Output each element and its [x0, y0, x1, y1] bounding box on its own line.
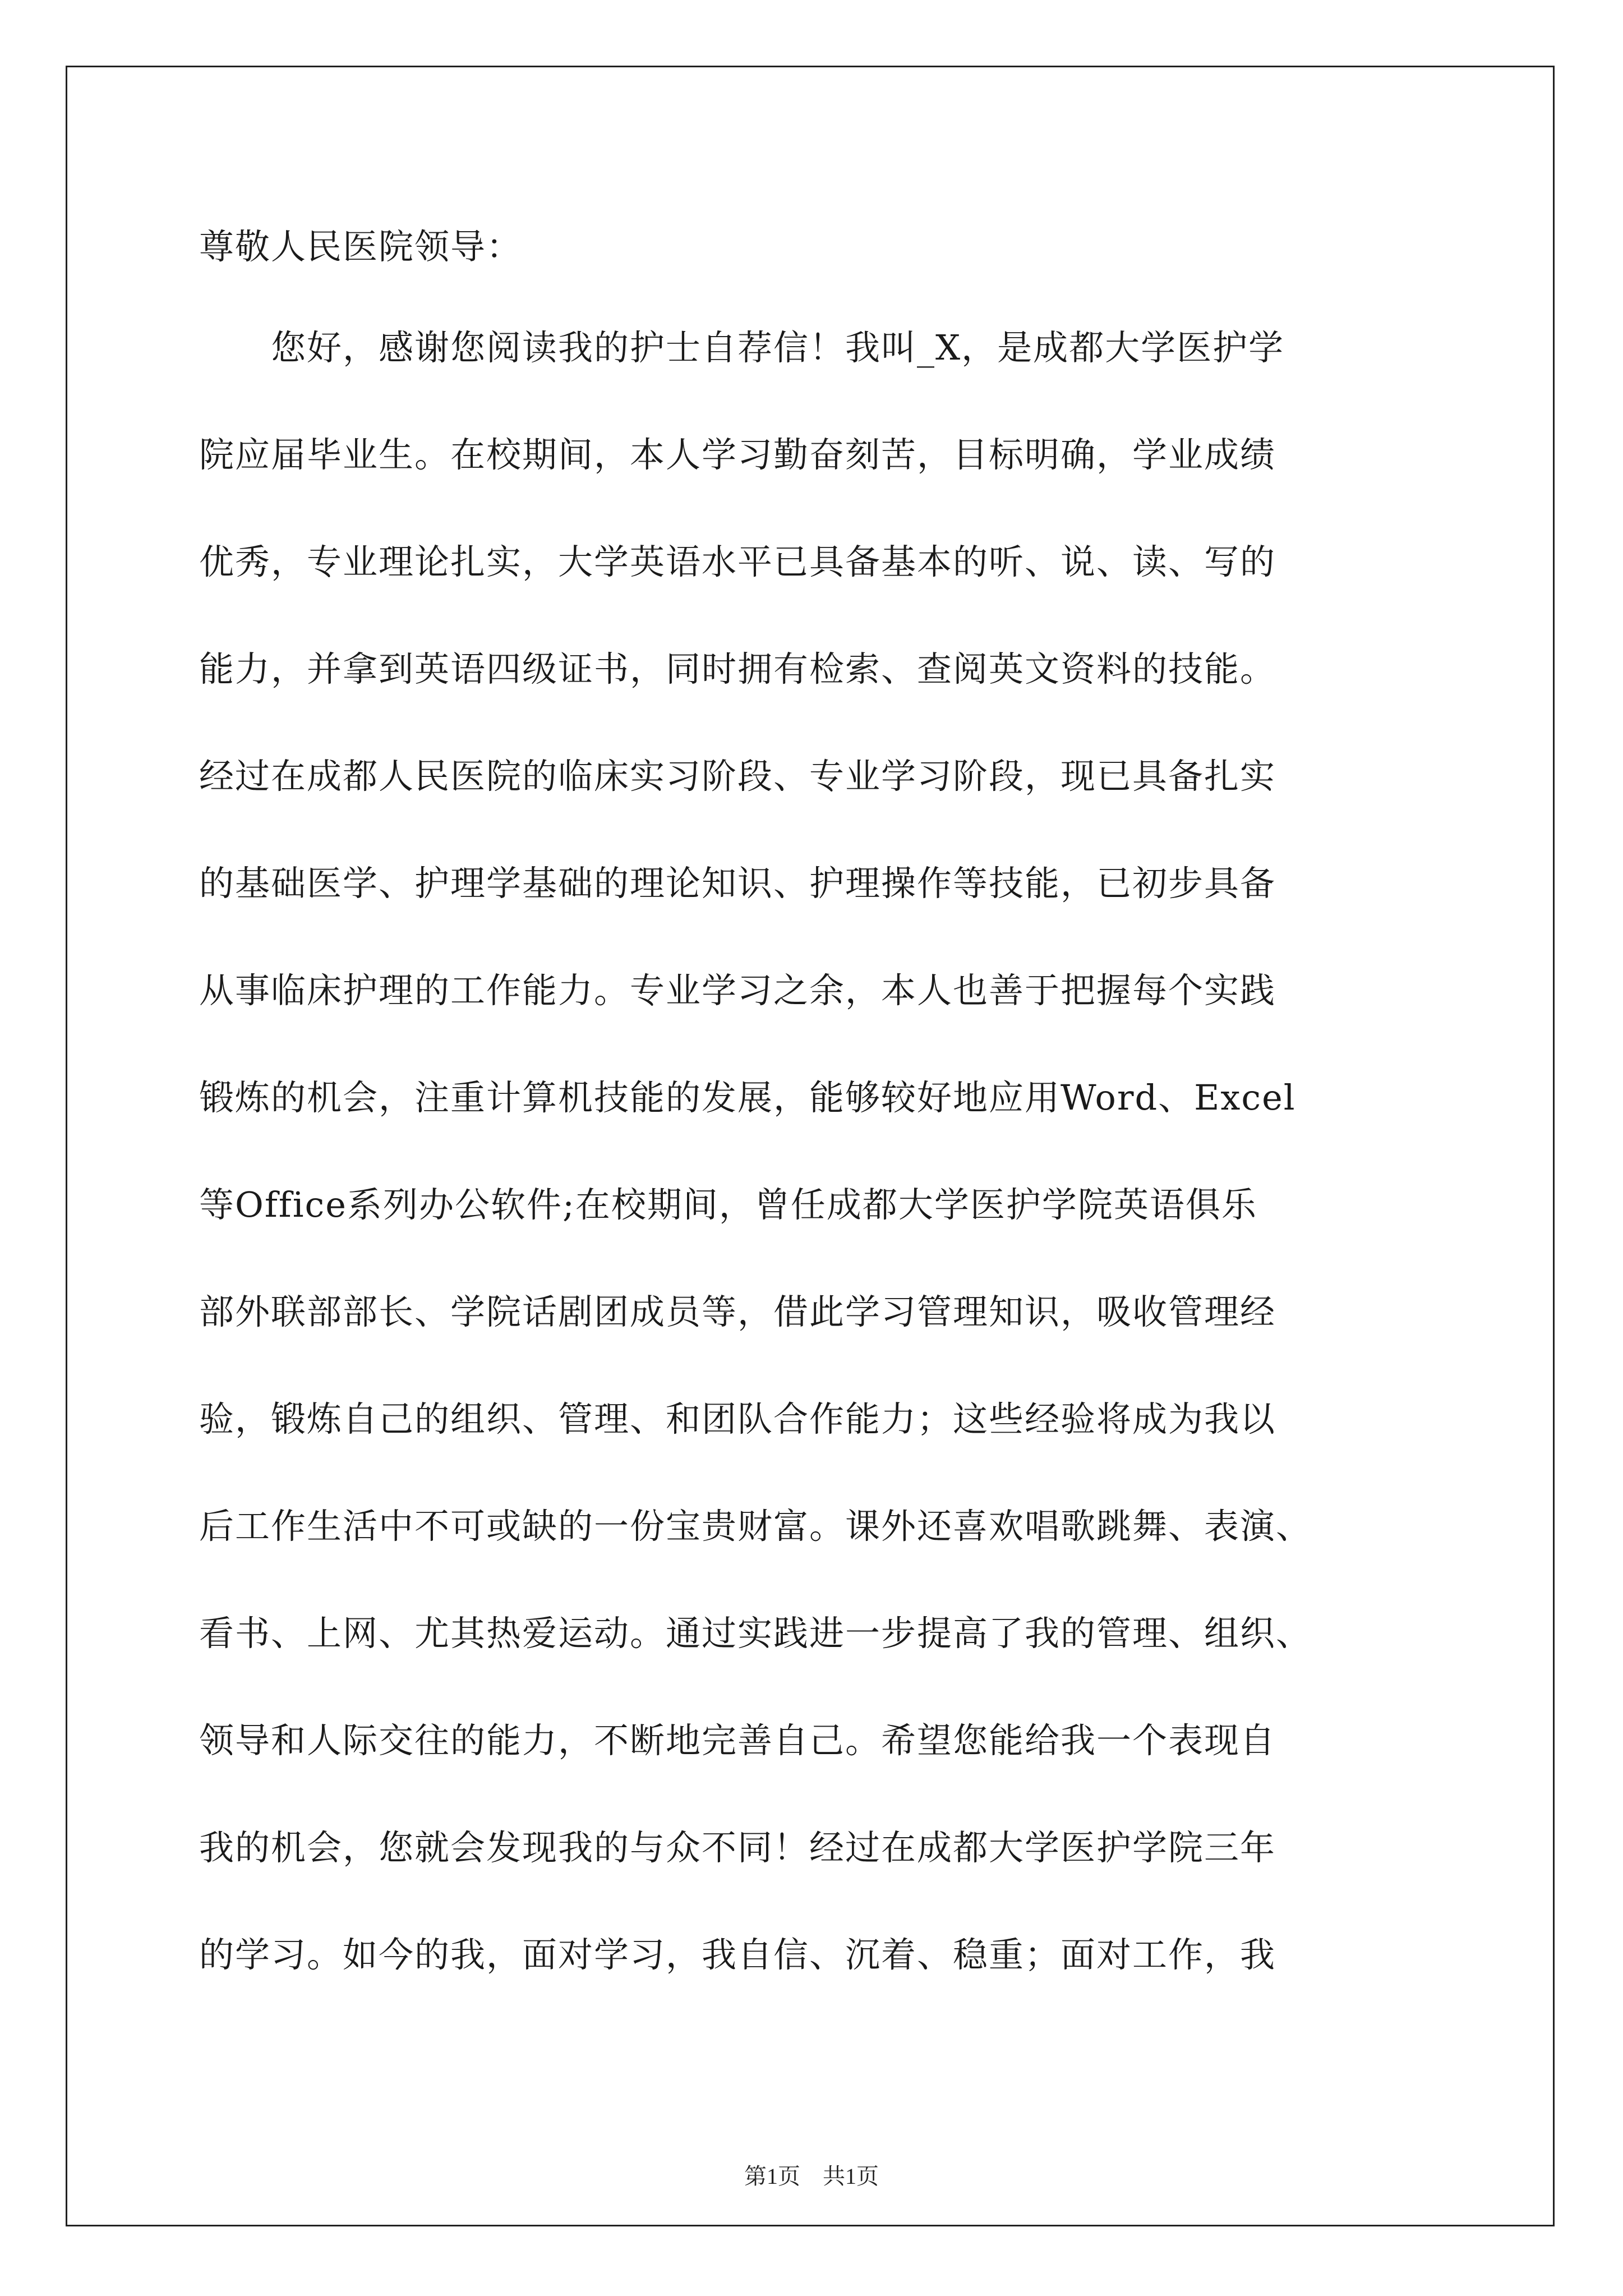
- body-line: 的基础医学、护理学基础的理论知识、护理操作等技能，已初步具备: [199, 863, 1276, 904]
- body-line: 您好，感谢您阅读我的护士自荐信！我叫_X，是成都大学医护学: [199, 327, 1285, 368]
- body-line: 锻炼的机会，注重计算机技能的发展，能够较好地应用Word、Excel: [199, 1077, 1296, 1118]
- body-line: 后工作生活中不可或缺的一份宝贵财富。课外还喜欢唱歌跳舞、表演、: [199, 1506, 1312, 1547]
- page-border: [66, 66, 1555, 2226]
- body-line: 优秀，专业理论扎实，大学英语水平已具备基本的听、说、读、写的: [199, 541, 1276, 582]
- body-line: 经过在成都人民医院的临床实习阶段、专业学习阶段，现已具备扎实: [199, 756, 1276, 797]
- body-line: 验，锻炼自己的组织、管理、和团队合作能力；这些经验将成为我以: [199, 1398, 1276, 1439]
- body-line: 我的机会，您就会发现我的与众不同！经过在成都大学医护学院三年: [199, 1827, 1276, 1868]
- body-line: 领导和人际交往的能力，不断地完善自己。希望您能给我一个表现自: [199, 1720, 1276, 1761]
- body-line: 能力，并拿到英语四级证书，同时拥有检索、查阅英文资料的技能。: [199, 648, 1276, 689]
- body-line: 看书、上网、尤其热爱运动。通过实践进一步提高了我的管理、组织、: [199, 1613, 1312, 1654]
- body-line: 等Office系列办公软件;在校期间，曾任成都大学医护学院英语俱乐: [199, 1184, 1257, 1225]
- body-line: 从事临床护理的工作能力。专业学习之余，本人也善于把握每个实践: [199, 970, 1276, 1011]
- letter-greeting: 尊敬人民医院领导：: [199, 226, 523, 267]
- body-line: 的学习。如今的我，面对学习，我自信、沉着、稳重；面对工作，我: [199, 1934, 1276, 1975]
- body-line: 院应届毕业生。在校期间，本人学习勤奋刻苦，目标明确，学业成绩: [199, 434, 1276, 475]
- body-line: 部外联部部长、学院话剧团成员等，借此学习管理知识，吸收管理经: [199, 1291, 1276, 1332]
- page-number: 第1页 共1页: [744, 2164, 879, 2189]
